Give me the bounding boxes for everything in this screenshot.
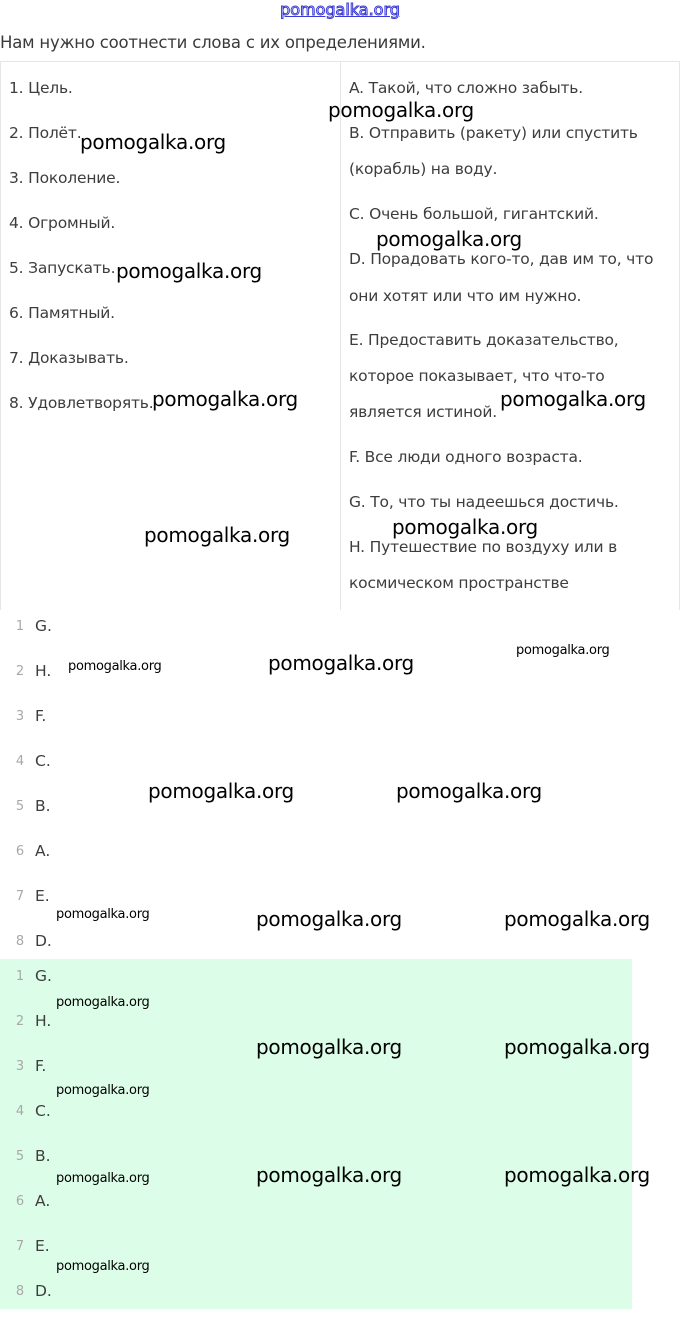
watermark: pomogalka.org: [516, 643, 610, 658]
left-item: 5. Запускать.: [9, 259, 116, 277]
answer-number: 6: [15, 1194, 25, 1209]
answer-letter: H.: [35, 1012, 52, 1030]
answer-number: 6: [15, 844, 25, 859]
answer-number: 4: [15, 754, 25, 769]
definition-line: является истиной.: [349, 403, 497, 421]
left-item: 2. Полёт.: [9, 124, 82, 142]
answer-letter: F.: [35, 1057, 47, 1075]
watermark: pomogalka.org: [256, 907, 402, 931]
watermark: pomogalka.org: [152, 387, 298, 411]
definition-line: F. Все люди одного возраста.: [349, 448, 583, 466]
answer-letter: H.: [35, 662, 52, 680]
definition-line: космическом пространстве: [349, 574, 569, 592]
watermark: pomogalka.org: [144, 523, 290, 547]
definition-line: которое показывает, что что-то: [349, 367, 605, 385]
definition-line: E. Предоставить доказательство,: [349, 331, 619, 349]
answer-number: 1: [15, 969, 25, 984]
definition-line: (корабль) на воду.: [349, 160, 498, 178]
answer-letter: B.: [35, 797, 51, 815]
task-instruction: Нам нужно соотнести слова с их определениями.: [0, 33, 426, 52]
watermark: pomogalka.org: [504, 907, 650, 931]
answer-letter: F.: [35, 707, 47, 725]
watermark: pomogalka.org: [56, 1083, 150, 1098]
answer-number: 7: [15, 1239, 25, 1254]
answer-letter: E.: [35, 1237, 50, 1255]
watermark: pomogalka.org: [68, 659, 162, 674]
answer-letter: C.: [35, 1102, 51, 1120]
watermark: pomogalka.org: [256, 1035, 402, 1059]
definition-line: A. Такой, что сложно забыть.: [349, 79, 583, 97]
watermark: pomogalka.org: [56, 995, 150, 1010]
answer-letter: G.: [35, 617, 52, 635]
watermark: pomogalka.org: [268, 651, 414, 675]
watermark: pomogalka.org: [80, 130, 226, 154]
answer-letter: C.: [35, 752, 51, 770]
site-header-link[interactable]: pomogalka.org: [280, 0, 400, 19]
definition-line: H. Путешествие по воздуху или в: [349, 538, 618, 556]
answer-number: 3: [15, 1059, 25, 1074]
watermark: pomogalka.org: [256, 1163, 402, 1187]
watermark: pomogalka.org: [376, 227, 522, 251]
watermark: pomogalka.org: [500, 387, 646, 411]
left-item: 4. Огромный.: [9, 214, 116, 232]
left-item: 3. Поколение.: [9, 169, 121, 187]
watermark: pomogalka.org: [504, 1035, 650, 1059]
definition-line: B. Отправить (ракету) или спустить: [349, 124, 638, 142]
answer-number: 8: [15, 934, 25, 949]
answer-row: [0, 842, 680, 887]
left-item: 8. Удовлетворять.: [9, 394, 154, 412]
definition-line: D. Порадовать кого-то, дав им то, что: [349, 250, 654, 268]
definition-line: G. То, что ты надеешься достичь.: [349, 493, 619, 511]
definition-line: C. Очень большой, гигантский.: [349, 205, 599, 223]
answer-number: 8: [15, 1284, 25, 1299]
watermark: pomogalka.org: [504, 1163, 650, 1187]
answer-letter: D.: [35, 1282, 52, 1300]
answer-number: 5: [15, 799, 25, 814]
watermark: pomogalka.org: [56, 907, 150, 922]
answer-letter: D.: [35, 932, 52, 950]
answer-letter: A.: [35, 1192, 51, 1210]
answer-row: [0, 1102, 632, 1147]
answer-number: 5: [15, 1149, 25, 1164]
answer-letter: G.: [35, 967, 52, 985]
answer-number: 7: [15, 889, 25, 904]
answer-row: [0, 797, 680, 842]
answer-number: 2: [15, 664, 25, 679]
answer-row: [0, 752, 680, 797]
answer-number: 4: [15, 1104, 25, 1119]
answer-letter: B.: [35, 1147, 51, 1165]
column-divider: [340, 62, 341, 610]
left-item: 1. Цель.: [9, 79, 73, 97]
answer-number: 3: [15, 709, 25, 724]
left-item: 6. Памятный.: [9, 304, 115, 322]
definition-line: они хотят или что им нужно.: [349, 287, 582, 305]
watermark: pomogalka.org: [392, 515, 538, 539]
watermark: pomogalka.org: [148, 779, 294, 803]
answer-row: [0, 1192, 632, 1237]
answers-list-highlighted: [0, 959, 632, 1309]
answer-row: [0, 1282, 632, 1327]
answer-letter: E.: [35, 887, 50, 905]
answer-letter: A.: [35, 842, 51, 860]
left-item: 7. Доказывать.: [9, 349, 129, 367]
answer-number: 2: [15, 1014, 25, 1029]
watermark: pomogalka.org: [56, 1259, 150, 1274]
answer-number: 1: [15, 619, 25, 634]
watermark: pomogalka.org: [56, 1171, 150, 1186]
watermark: pomogalka.org: [328, 98, 474, 122]
answer-row: [0, 707, 680, 752]
watermark: pomogalka.org: [116, 259, 262, 283]
watermark: pomogalka.org: [396, 779, 542, 803]
